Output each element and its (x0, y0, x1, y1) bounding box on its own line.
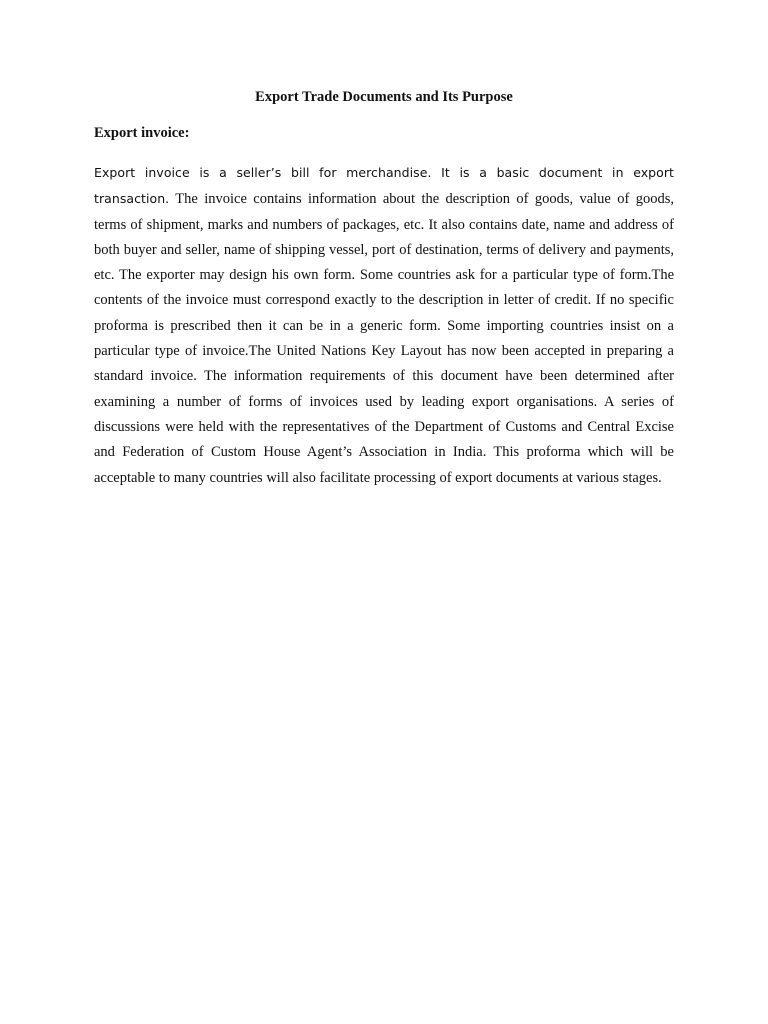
body-paragraph (94, 160, 674, 491)
section-heading: Export invoice: (94, 125, 190, 141)
document-title: Export Trade Documents and Its Purpose (255, 89, 513, 105)
first-sentence: Export invoice is a seller’s bill for merchandise. It is a basic document in export transaction. (94, 165, 674, 207)
paragraph-text: The invoice contains information about the description of goods, value of goods, terms of shipment, marks and numbers of packages, etc. It also contains date, name and address of both buyer and seller, name of shipping vessel, port of destination, terms of delivery and payments, etc. The exporter may design his own form. Some countries ask for a particular type of form.The contents of the invoice must correspond exactly to the description in letter of credit. If no specific proforma is prescribed then it can be in a generic form. Some importing countries insist on a particular type of invoice.The United Nations Key Layout has now been accepted in preparing a standard invoice. The information requirements of this document have been determined after examining a number of forms of invoices used by leading export organisations. A series of discussions were held with the representatives of the Department of Customs and Central Excise and Federation of Custom House Agent’s Association in India. This proforma which will be acceptable to many countries will also facilitate processing of export documents at various stages. (94, 191, 674, 486)
